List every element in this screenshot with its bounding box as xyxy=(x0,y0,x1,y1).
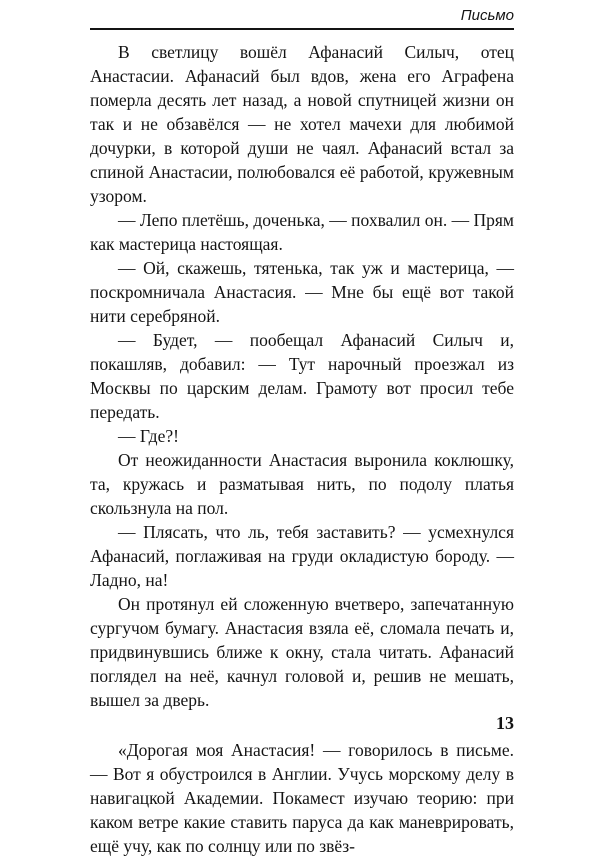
paragraph: От неожиданности Анастасия выронила коклюшку, та, кружась и разматывая нить, по подолу платья скользнула на пол. xyxy=(90,450,514,518)
running-title: Письмо xyxy=(460,7,514,24)
paragraph: — Будет, — пообещал Афанасий Силыч и, покашляв, добавил: — Тут нарочный проезжал из Москвы по царским делам. Грамоту вот просил тебе передать. xyxy=(90,330,514,422)
paragraph: — Где?! xyxy=(118,426,179,446)
paragraph: — Лепо плетёшь, доченька, — похвалил он. — Прям как мастерица настоящая. xyxy=(90,210,514,254)
paragraph: Он протянул ей сложенную вчетверо, запечатанную сургучом бумагу. Анастасия взяла её, сломала печать и, придвинувшись ближе к окну, стала читать. Афанасий поглядел на неё, качнул головой и, решив не мешать, вышел за дверь. xyxy=(90,594,514,710)
paragraph: В светлицу вошёл Афанасий Силыч, отец Анастасии. Афанасий был вдов, жена его Аграфена померла десять лет назад, а новой спутницей жизни он так и не обзавёлся — не хотел мачехи для любимой дочурки, в которой души не чаял. Афанасий встал за спиной Анастасии, полюбовался её работой, кружевным узором. xyxy=(90,42,514,206)
paragraph: — Плясать, что ль, тебя заставить? — усмехнулся Афанасий, поглаживая на груди окладистую бороду. — Ладно, на! xyxy=(90,522,514,590)
body-text xyxy=(90,40,514,858)
letter-paragraph: «Дорогая моя Анастасия! — говорилось в письме. — Вот я обустроился в Англии. Учусь морскому делу в навигацкой Академии. Покамест изучаю теорию: при каком ветре какие ставить паруса да как маневрировать, ещё учу, как по солнцу или по звёз- xyxy=(90,740,514,856)
running-header xyxy=(90,6,514,30)
paragraph: — Ой, скажешь, тятенька, так уж и мастерица, — поскромничала Анастасия. — Мне бы ещё вот такой нити серебряной. xyxy=(90,258,514,326)
page-number: 13 xyxy=(496,713,514,733)
